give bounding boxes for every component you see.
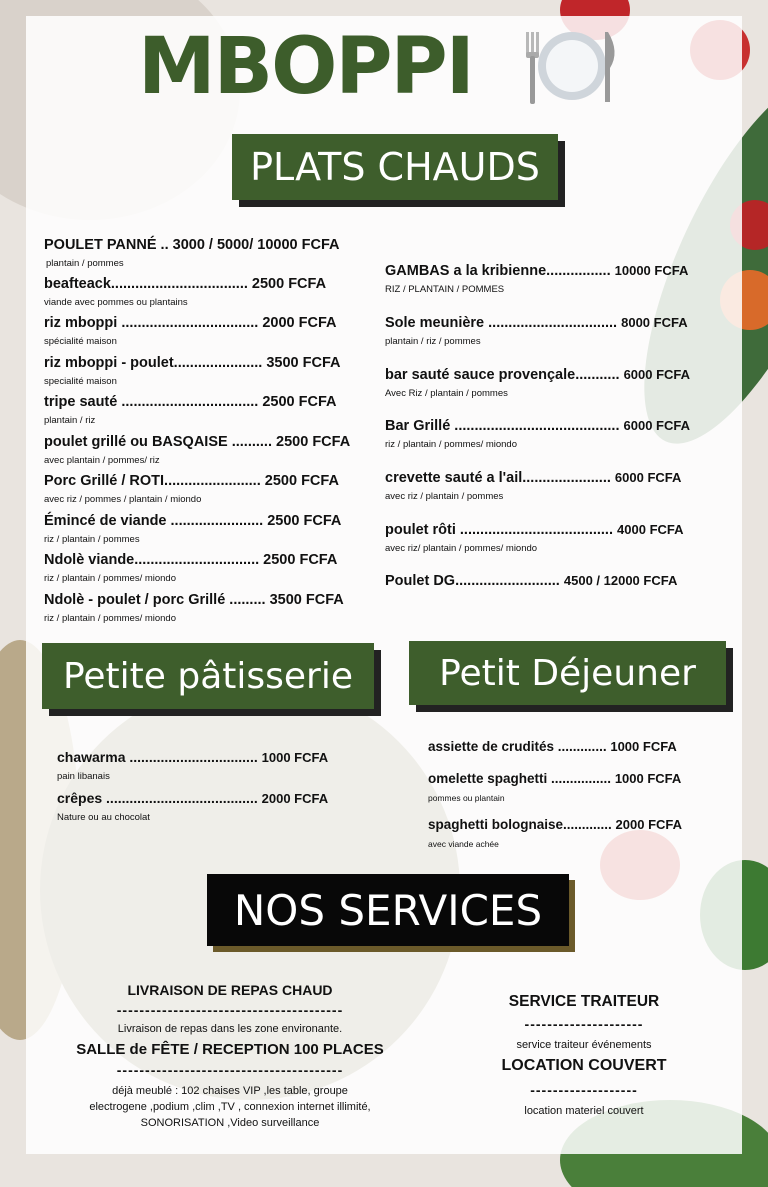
- menu-item: [385, 521, 684, 555]
- menu-item: [57, 789, 328, 824]
- separator: ---------------------: [524, 1016, 644, 1032]
- salle-description-3: SONORISATION ,Video surveillance: [140, 1117, 320, 1129]
- separator: -------------------: [530, 1082, 638, 1098]
- dejeuner-heading: Petit Déjeuner: [439, 652, 696, 694]
- salle-description-2: electrogene ,podium ,clim ,TV , connexion internet illimité,: [89, 1101, 371, 1113]
- menu-item: [428, 738, 677, 756]
- item-name: Émincé de viande .......................: [44, 513, 264, 529]
- item-price: 2500 FCFA: [264, 473, 339, 489]
- item-name: beafteack..................................: [44, 276, 248, 292]
- item-sides: viande avec pommes ou plantains: [44, 297, 188, 308]
- item-name: riz mboppi - poulet......................: [44, 355, 263, 371]
- salle-description-1: déjà meublé : 102 chaises VIP ,les table, groupe: [112, 1085, 348, 1097]
- item-name: POULET PANNÉ ..: [44, 237, 173, 253]
- item-price: 2000 FCFA: [615, 817, 683, 832]
- menu-item: [44, 591, 344, 625]
- location-title: LOCATION COUVERT: [501, 1057, 667, 1074]
- item-sides: pommes ou plantain: [428, 793, 505, 803]
- item-sides: plantain / riz / pommes: [385, 336, 481, 347]
- item-name: bar sauté sauce provençale...........: [385, 367, 620, 383]
- item-sides: specialité maison: [44, 376, 117, 387]
- item-name: Ndolè - poulet / porc Grillé .........: [44, 592, 266, 608]
- item-name: Sole meunière ................................: [385, 315, 618, 331]
- menu-item: [44, 512, 341, 546]
- menu-item: [428, 816, 682, 850]
- item-name: Poulet DG..........................: [385, 573, 560, 589]
- menu-item: [385, 366, 690, 400]
- item-price: 10000 FCFA: [614, 263, 689, 278]
- item-price: 2000 FCFA: [261, 791, 329, 806]
- item-price: 4000 FCFA: [617, 522, 684, 537]
- item-sides: avec viande achée: [428, 839, 499, 849]
- item-price: 2500 FCFA: [251, 276, 327, 292]
- item-sides: riz / plantain / pommes/ miondo: [44, 573, 177, 584]
- item-sides: Nature ou au chocolat: [57, 812, 150, 823]
- item-price: 2500 FCFA: [267, 513, 342, 529]
- item-name: crêpes .......................................: [57, 790, 258, 806]
- item-price: 1000 FCFA: [610, 739, 677, 754]
- item-name: omelette spaghetti ................: [428, 771, 612, 786]
- menu-item: [385, 314, 688, 348]
- item-price: 8000 FCFA: [621, 315, 688, 330]
- fork-plate-knife-icon: [520, 28, 624, 108]
- patisserie-heading: Petite pâtisserie: [62, 655, 354, 697]
- traiteur-description: service traiteur événements: [516, 1039, 652, 1051]
- menu-item: [385, 417, 690, 451]
- item-price: 3500 FCFA: [269, 592, 344, 608]
- plats-chauds-banner: [232, 134, 558, 200]
- services-right: [478, 993, 690, 1119]
- menu-item: [44, 433, 350, 467]
- item-name: crevette sauté a l'ail......................: [385, 470, 611, 486]
- item-sides: riz / plantain / pommes: [44, 534, 140, 545]
- item-price: 1000 FCFA: [614, 771, 682, 786]
- item-price: 4500 / 12000 FCFA: [563, 573, 678, 588]
- item-name: chawarma .................................: [57, 749, 258, 765]
- item-name: spaghetti bolognaise.............: [428, 817, 612, 832]
- item-price: 3000 / 5000/ 10000 FCFA: [172, 237, 340, 253]
- traiteur-title: SERVICE TRAITEUR: [508, 993, 660, 1010]
- item-price: 1000 FCFA: [261, 750, 329, 765]
- livraison-description: Livraison de repas dans les zone environante.: [117, 1023, 343, 1035]
- livraison-title: LIVRAISON DE REPAS CHAUD: [127, 982, 333, 998]
- item-price: 6000 FCFA: [623, 418, 690, 433]
- menu-item: [57, 748, 328, 783]
- restaurant-title: MBOPPI: [138, 22, 473, 112]
- plats-chauds-heading: PLATS CHAUDS: [250, 145, 540, 189]
- separator: ----------------------------------------: [116, 1002, 344, 1018]
- services-banner: [207, 874, 569, 946]
- item-price: 2500 FCFA: [276, 434, 351, 450]
- item-sides: avec riz / pommes / plantain / miondo: [44, 494, 202, 505]
- separator: ----------------------------------------: [116, 1062, 344, 1078]
- menu-item: [44, 236, 340, 270]
- item-name: Bar Grillé .........................................: [385, 418, 620, 434]
- dejeuner-banner: [409, 641, 726, 705]
- location-description: location materiel couvert: [524, 1105, 644, 1117]
- item-price: 6000 FCFA: [623, 367, 691, 382]
- menu-item: [44, 354, 341, 388]
- item-sides: avec riz / plantain / pommes: [385, 491, 504, 502]
- item-price: 2500 FCFA: [262, 394, 337, 410]
- menu-item: [385, 469, 681, 503]
- services-left: [70, 981, 390, 1131]
- patisserie-banner: [42, 643, 374, 709]
- item-sides: spécialité maison: [44, 336, 117, 347]
- menu-item: [385, 262, 688, 296]
- item-sides: Avec Riz / plantain / pommes: [385, 388, 508, 399]
- item-name: Porc Grillé / ROTI........................: [44, 473, 261, 489]
- item-sides: avec riz/ plantain / pommes/ miondo: [385, 543, 538, 554]
- menu-item: [44, 393, 337, 427]
- item-sides: riz / plantain / pommes/ miondo: [44, 613, 177, 624]
- menu-item: [44, 472, 339, 506]
- menu-item: [44, 275, 326, 309]
- item-name: assiette de crudités .............: [428, 739, 607, 754]
- item-price: 3500 FCFA: [266, 355, 341, 371]
- item-name: GAMBAS a la kribienne................: [385, 263, 611, 279]
- menu-item: [428, 770, 681, 804]
- item-sides: avec plantain / pommes/ riz: [44, 455, 160, 466]
- item-name: riz mboppi ..................................: [44, 315, 259, 331]
- menu-item: [44, 314, 337, 348]
- item-name: poulet grillé ou BASQAISE ..........: [44, 434, 272, 450]
- item-sides: plantain / riz: [44, 415, 96, 426]
- salle-title: SALLE de FÊTE / RECEPTION 100 PLACES: [76, 1041, 384, 1058]
- item-price: 2500 FCFA: [263, 552, 338, 568]
- item-price: 2000 FCFA: [262, 315, 337, 331]
- menu-item: [44, 551, 337, 585]
- item-name: poulet rôti ......................................: [385, 522, 613, 538]
- item-sides: RIZ / PLANTAIN / POMMES: [385, 284, 505, 295]
- item-sides: plantain / pommes: [46, 258, 124, 269]
- services-heading: NOS SERVICES: [233, 885, 543, 935]
- menu-item: [385, 572, 677, 590]
- item-name: Ndolè viande...............................: [44, 552, 260, 568]
- item-sides: riz / plantain / pommes/ miondo: [385, 439, 518, 450]
- item-price: 6000 FCFA: [614, 470, 682, 485]
- item-sides: pain libanais: [57, 771, 110, 782]
- item-name: tripe sauté ..................................: [44, 394, 259, 410]
